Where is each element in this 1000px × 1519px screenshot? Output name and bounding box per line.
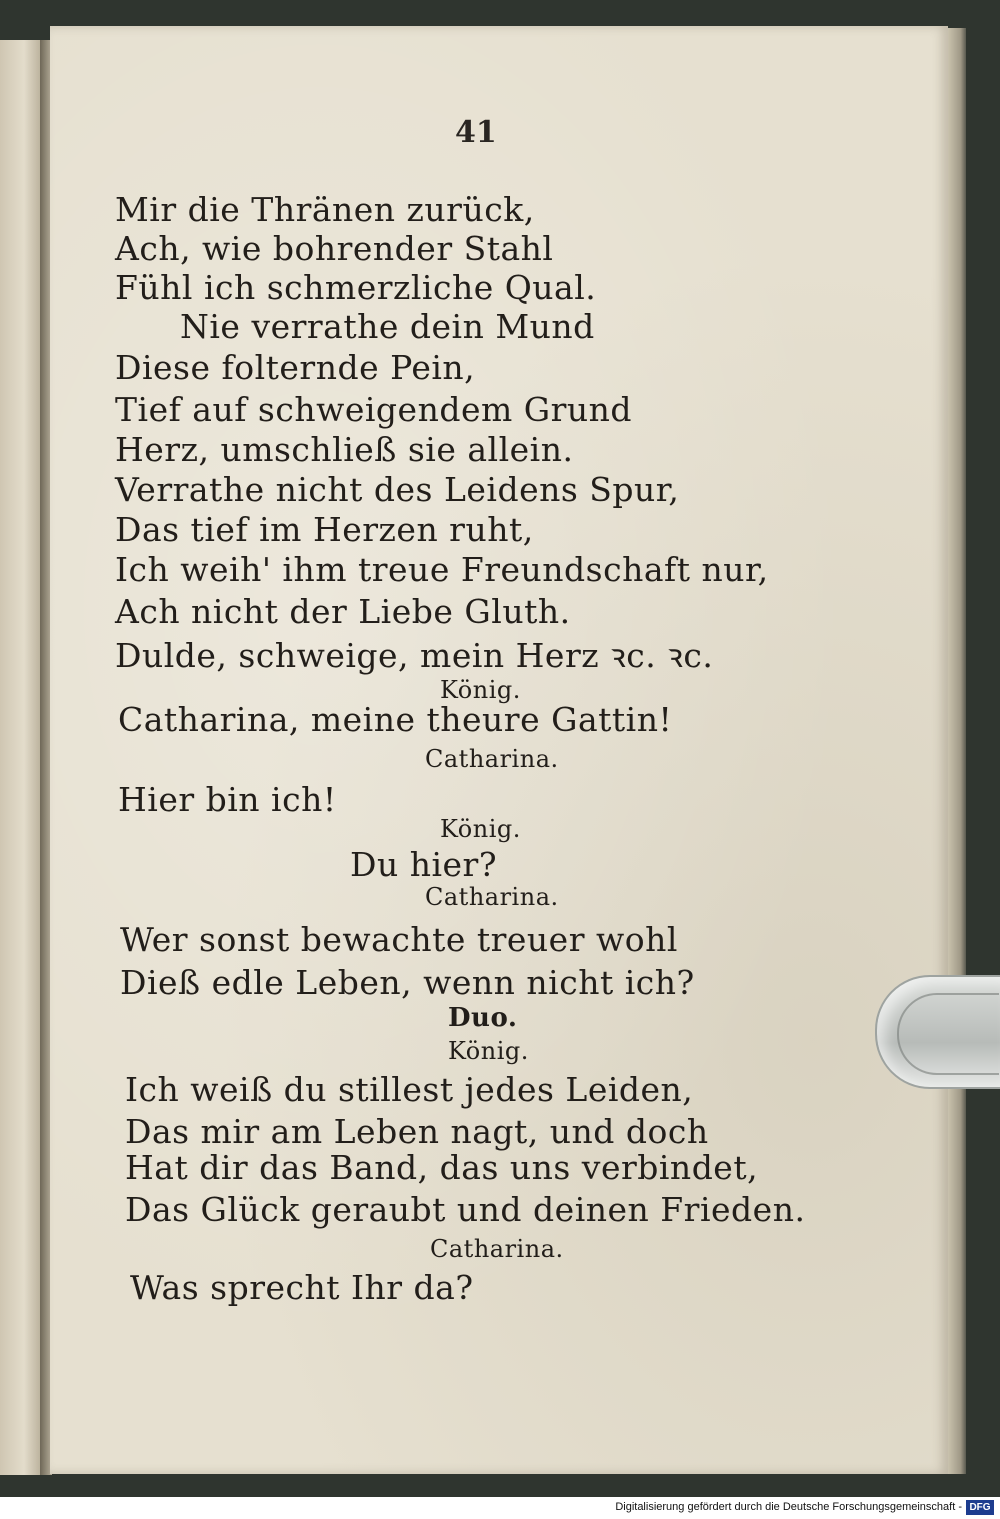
verse-line: Das Glück geraubt und deinen Frieden. xyxy=(125,1190,806,1229)
speaker-name: Catharina. xyxy=(425,745,559,773)
verse-line: Mir die Thränen zurück, xyxy=(115,190,535,229)
footer-bar xyxy=(0,1497,1000,1519)
verse-line: Herz, umschließ sie allein. xyxy=(115,430,574,469)
verse-line: Ich weiß du stillest jedes Leiden, xyxy=(125,1070,694,1109)
section-heading: Duo. xyxy=(448,1003,518,1033)
verse-line: Ach nicht der Liebe Gluth. xyxy=(115,592,571,631)
verse-line: Fühl ich schmerzliche Qual. xyxy=(115,268,597,307)
verse-line: Nie verrathe dein Mund xyxy=(180,307,595,346)
speaker-name: Catharina. xyxy=(425,883,559,911)
speaker-name: König. xyxy=(448,1037,529,1065)
verse-line: Wer sonst bewachte treuer wohl xyxy=(120,920,678,959)
verse-line: Hier bin ich! xyxy=(118,780,337,819)
verse-line: Was sprecht Ihr da? xyxy=(130,1268,474,1307)
verse-line: Du hier? xyxy=(350,845,498,884)
verse-line: Ach, wie bohrender Stahl xyxy=(115,229,554,268)
page-edge-strip xyxy=(948,28,966,1474)
verse-line: Das tief im Herzen ruht, xyxy=(115,510,534,549)
speaker-name: König. xyxy=(440,815,521,843)
footer-credit: Digitalisierung gefördert durch die Deutsche Forschungsgemeinschaft - xyxy=(615,1501,962,1513)
verse-line: Ich weih' ihm treue Freundschaft nur, xyxy=(115,550,769,589)
verse-line: Diese folternde Pein, xyxy=(115,348,476,387)
page-clip-inner xyxy=(897,993,999,1075)
dfg-logo: DFG xyxy=(966,1500,994,1515)
verse-line: Das mir am Leben nagt, und doch xyxy=(125,1112,709,1151)
verse-line: Verrathe nicht des Leidens Spur, xyxy=(115,470,680,509)
verse-line: Dieß edle Leben, wenn nicht ich? xyxy=(120,963,695,1002)
speaker-name: König. xyxy=(440,676,521,704)
speaker-name: Catharina. xyxy=(430,1235,564,1263)
verse-line: Tief auf schweigendem Grund xyxy=(115,390,633,429)
left-page-edge xyxy=(0,40,42,1475)
verse-line: Catharina, meine theure Gattin! xyxy=(118,700,673,739)
verse-line: Hat dir das Band, das uns verbindet, xyxy=(125,1148,759,1187)
page-number: 41 xyxy=(455,115,497,150)
page-clip xyxy=(875,975,1000,1089)
verse-line: Dulde, schweige, mein Herz ꝛc. ꝛc. xyxy=(115,636,714,675)
